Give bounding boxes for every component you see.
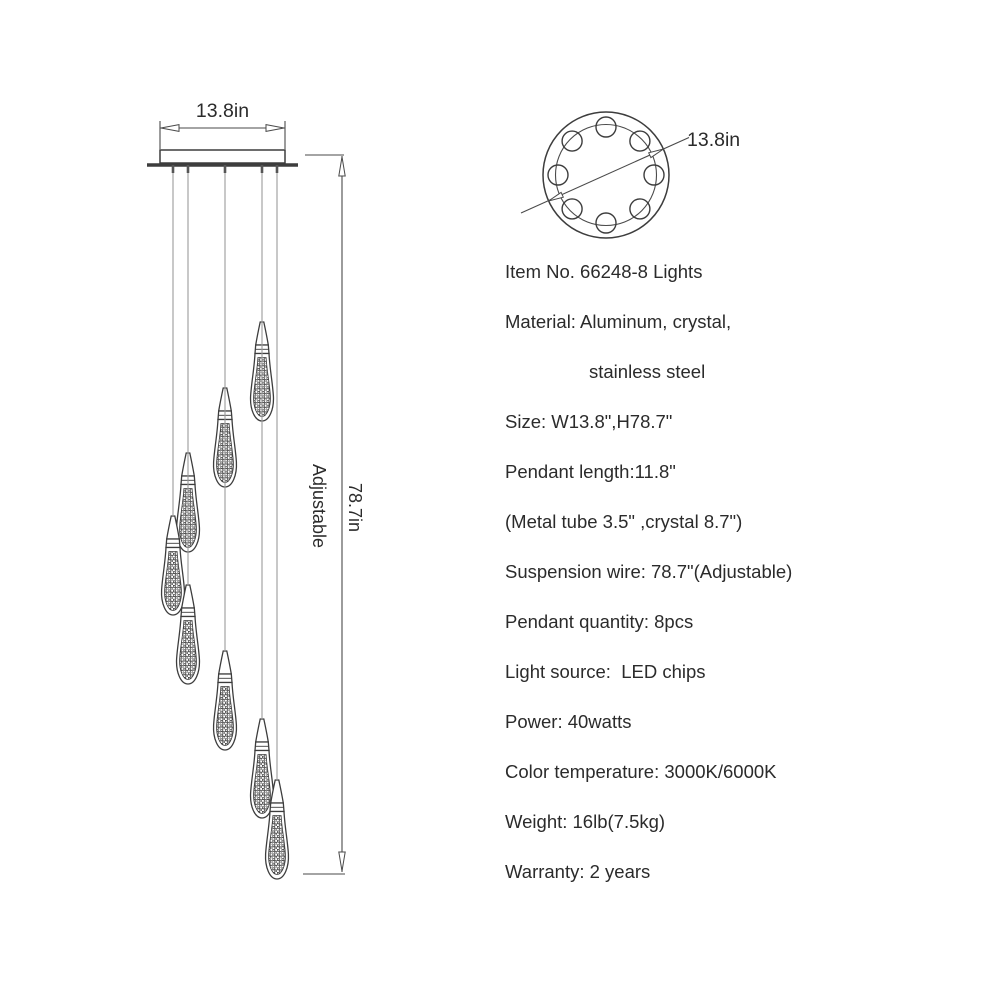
width-dimension xyxy=(160,121,285,149)
spec-suspension-wire: Suspension wire: 78.7"(Adjustable) xyxy=(505,561,793,582)
arrowhead-downleft-icon xyxy=(549,192,564,201)
canopy-hole xyxy=(630,199,650,219)
spec-color-temperature: Color temperature: 3000K/6000K xyxy=(505,761,777,782)
fixture-height-label: 78.7in xyxy=(345,483,365,533)
spec-item-number: Item No. 66248-8 Lights xyxy=(505,261,703,282)
spec-material-cont: stainless steel xyxy=(589,361,706,382)
spec-list xyxy=(505,247,792,897)
spec-material: Material: Aluminum, crystal, xyxy=(505,311,732,332)
canopy-width-label: 13.8in xyxy=(195,100,250,122)
canopy-hole xyxy=(596,213,616,233)
canopy-side-view xyxy=(147,150,298,165)
canopy-hole xyxy=(644,165,664,185)
adjustable-label: Adjustable xyxy=(309,464,329,549)
spec-weight: Weight: 16lb(7.5kg) xyxy=(505,811,666,832)
canopy-hole xyxy=(596,117,616,137)
arrowhead-up-icon xyxy=(339,157,345,176)
spec-pendant-length: Pendant length:11.8" xyxy=(505,461,676,482)
spec-pendant-quantity: Pendant quantity: 8pcs xyxy=(505,611,694,632)
arrowhead-left-icon xyxy=(161,125,179,132)
canopy-hole xyxy=(562,131,582,151)
arrowhead-upright-icon xyxy=(649,149,664,158)
arrowhead-down-icon xyxy=(339,852,345,871)
spec-light-source: Light source: LED chips xyxy=(505,661,706,682)
canopy-hole xyxy=(562,199,582,219)
canopy-diameter-label: 13.8in xyxy=(687,129,741,151)
canopy-top-view xyxy=(521,112,689,238)
arrowhead-right-icon xyxy=(266,125,284,132)
canopy-hole xyxy=(630,131,650,151)
spec-pendant-length-detail: (Metal tube 3.5" ,crystal 8.7") xyxy=(505,511,743,532)
canopy-hole xyxy=(548,165,568,185)
pendant-teardrop xyxy=(214,651,237,750)
spec-power: Power: 40watts xyxy=(505,711,632,732)
spec-size: Size: W13.8",H78.7" xyxy=(505,411,673,432)
spec-warranty: Warranty: 2 years xyxy=(505,861,651,882)
